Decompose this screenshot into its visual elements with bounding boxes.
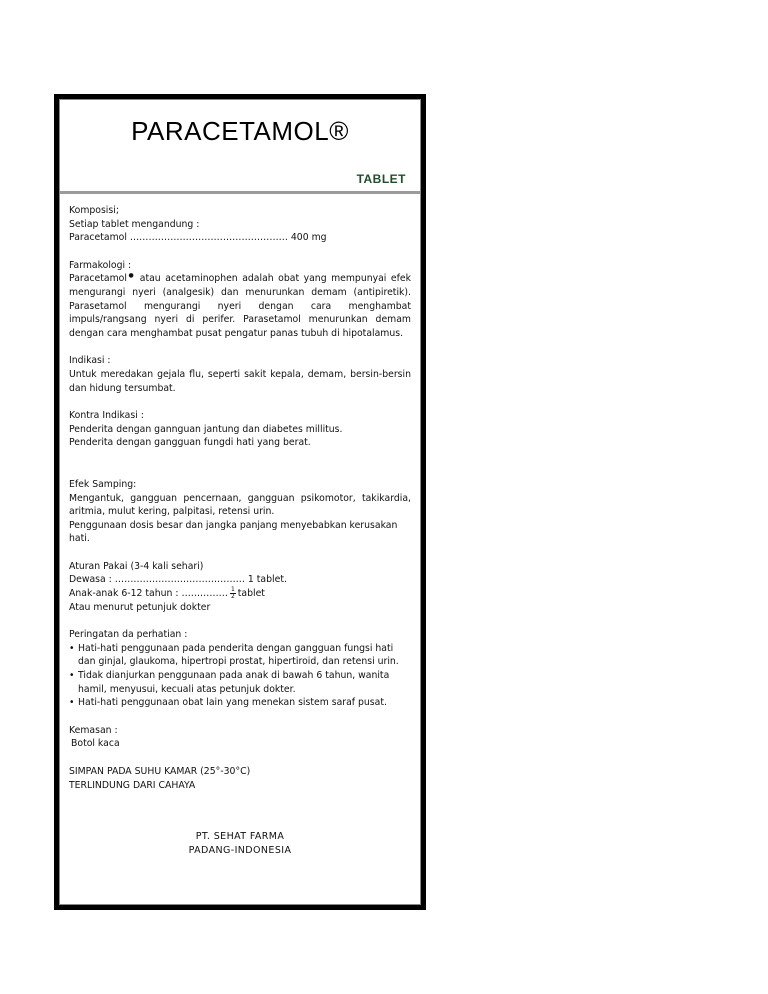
registered-mark: ● <box>126 272 136 280</box>
peringatan-heading: Peringatan da perhatian : <box>69 629 188 641</box>
section-efek-samping <box>69 478 411 546</box>
aturan-heading: Aturan Pakai (3-4 kali sehari) <box>69 560 204 572</box>
manufacturer-block <box>60 830 420 858</box>
header-divider <box>60 191 420 194</box>
dosage-child-row <box>69 587 411 601</box>
section-peringatan <box>69 628 411 710</box>
kontra-line-1: Penderita dengan gannguan jantung dan diabetes millitus. <box>69 423 343 435</box>
label-panel <box>59 99 421 905</box>
kemasan-body: Botol kaca <box>71 738 120 750</box>
efek-line-2: Penggunaan dosis besar dan jangka panjang menyebabkan kerusakan hati. <box>69 519 398 545</box>
ingredient-name: Paracetamol <box>69 232 127 244</box>
farmakologi-body <box>69 272 411 340</box>
kemasan-heading: Kemasan : <box>69 724 118 736</box>
section-kontra-indikasi <box>69 409 411 450</box>
kontra-heading: Kontra Indikasi : <box>69 410 144 422</box>
dosage-child-value: tablet <box>237 588 265 600</box>
efek-heading: Efek Samping: <box>69 478 137 490</box>
section-aturan-pakai <box>69 560 411 614</box>
label-frame <box>54 94 426 910</box>
peringatan-list <box>69 642 411 710</box>
storage-line-1: SIMPAN PADA SUHU KAMAR (25°-30°C) <box>69 766 251 777</box>
indikasi-heading: Indikasi : <box>69 355 111 367</box>
aturan-line-3: Atau menurut petunjuk dokter <box>69 601 211 613</box>
komposisi-ingredient-row <box>69 231 411 245</box>
section-farmakologi <box>69 259 411 341</box>
efek-body: Mengantuk, gangguan pencernaan, gangguan psikomotor, takikardia, aritmia, mulut kering, palpitasi, retensi urin. <box>69 492 411 518</box>
indikasi-body: Untuk meredakan gejala flu, seperti sakit kepala, demam, bersin-bersin dan hidung tersumbat. <box>69 368 411 394</box>
section-indikasi <box>69 354 411 395</box>
section-storage <box>69 765 411 792</box>
farmakologi-text: atau acetaminophen adalah obat yang mempunyai efek mengurangi nyeri (analgesik) dan menurunkan demam (antipiretik). Parasetamol mengurangi nyeri dengan cara menghambat impuls/rangsang nyeri di perifer. Parasetamol menurunkan demam dengan cara menghambat pusat pengatur panas tubuh di hipotalamus. <box>69 273 411 339</box>
dosage-child-fraction: $\frac{1}{2}$ <box>230 586 235 601</box>
manufacturer-city: PADANG-INDONESIA <box>188 845 292 856</box>
label-content <box>69 204 411 792</box>
ingredient-dots: …………………………………………… <box>129 232 288 244</box>
farmakologi-heading: Farmakologi : <box>69 259 132 271</box>
storage-line-2: TERLINDUNG DARI CAHAYA <box>69 779 196 791</box>
dosage-adult-label: Dewasa : <box>69 574 112 586</box>
list-item: • Tidak dianjurkan penggunaan pada anak di bawah 6 tahun, wanita hamil, menyusui, kecuali atas petunjuk dokter. <box>69 669 411 696</box>
ingredient-amount: 400 mg <box>290 232 327 244</box>
dosage-form: TABLET <box>356 172 406 186</box>
section-komposisi <box>69 204 411 245</box>
dosage-adult-dots: …………………………………… <box>114 574 245 586</box>
list-item: • Hati-hati penggunaan pada penderita dengan gangguan fungsi hati dan ginjal, glaukoma, hipertropi prostat, hipertiroid, dan retensi urin. <box>69 642 411 669</box>
dosage-adult-row <box>69 573 411 587</box>
farmakologi-brand: Paracetamol <box>69 273 127 285</box>
komposisi-heading: Komposisi; <box>69 205 119 216</box>
section-kemasan <box>69 724 411 751</box>
dosage-child-dots: …………… <box>181 588 228 600</box>
manufacturer-name: PT. SEHAT FARMA <box>195 831 285 842</box>
komposisi-line: Setiap tablet mengandung : <box>69 218 200 230</box>
dosage-adult-value: 1 tablet. <box>247 574 287 586</box>
list-item: • Hati-hati penggunaan obat lain yang menekan sistem saraf pusat. <box>69 696 411 710</box>
kontra-line-2: Penderita dengan gangguan fungdi hati yang berat. <box>69 437 311 449</box>
product-title: PARACETAMOL® <box>131 116 349 146</box>
dosage-child-label: Anak-anak 6-12 tahun : <box>69 588 179 600</box>
